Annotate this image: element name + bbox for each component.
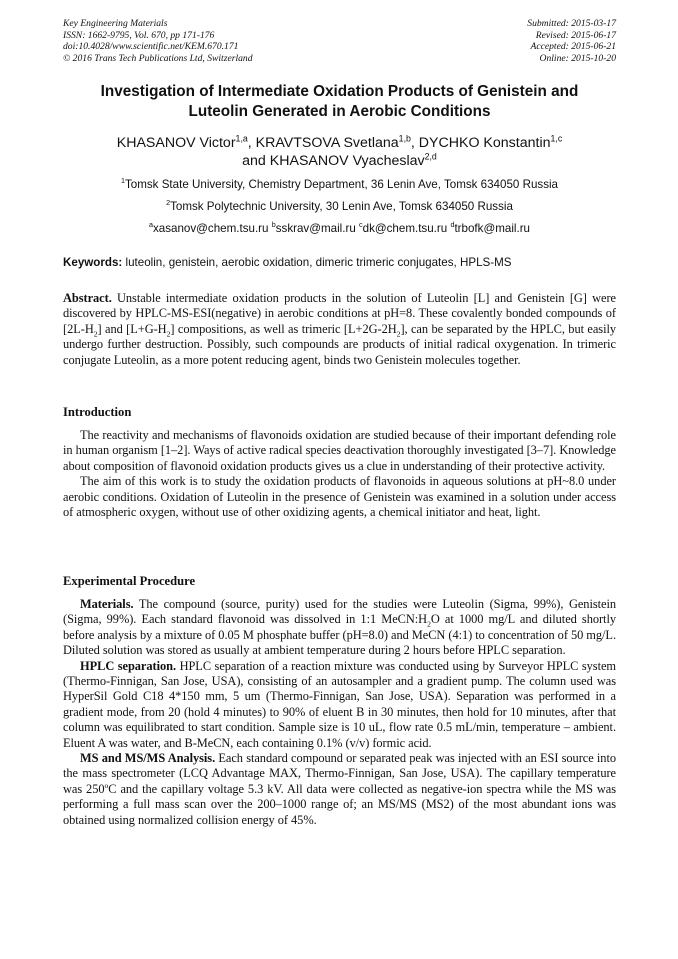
materials-text: O at 1000 mg/L and diluted shortly before analysis by a mixture of 0.05 M phosphate buffer (pH=8.0) and MeCN (4:1) to concentration of 50 mg/L. Diluted solution was stored as usually at ambient temperature during 2 hours before HPLC separation. [63, 612, 616, 658]
abstract-text: ], can be separated by the HPLC, but easily undergo further destruction. Possibly, such compounds are products of initial radical oxygenation. In trimeric conjugate Luteolin, as a more potent reducing agent, binds two Genistein molecules together. [63, 321, 617, 367]
ms-paragraph [63, 751, 616, 828]
experimental-heading: Experimental Procedure [63, 574, 196, 588]
submission-dates [527, 18, 616, 64]
author-name: KHASANOV Vyacheslav [269, 153, 425, 169]
introduction-heading: Introduction [63, 405, 132, 419]
subscript: 2 [166, 329, 171, 339]
hplc-text: HPLC separation of a reaction mixture was conducted using by Surveyor HPLC system (Thermo-Finnigan, San Jose, USA), consisting of an autosampler and a gradient pump. The column used was HyperSil Gold C18 4*150 mm, 5 um (Thermo-Finnigan, San Jose, USA). Separation was performed in a gradient mode, from 20 (hold 4 minutes) to 90% of eluent B in 30 minutes, then hold for 10 minutes, after that column was equilibrated to start condition. Sample size is 10 uL, flow rate 0.5 mL/min, temperature – ambient. Eluent A was water, and B-MeCN, each containing 0.1% (v/v) formic acid. [63, 658, 616, 750]
email-a: xasanov@chem.tsu.ru [152, 222, 269, 235]
email-sup: c [359, 220, 363, 230]
journal-name: Key Engineering Materials [63, 18, 168, 29]
journal-issn: ISSN: 1662-9795, Vol. 670, pp 171-176 [63, 29, 215, 41]
materials-paragraph [63, 597, 616, 659]
experimental-body [63, 597, 616, 828]
abstract-text: ] compositions, as well as trimeric [L+2G-2H [170, 321, 397, 336]
email-sup: a [148, 220, 153, 230]
author-list [63, 134, 616, 170]
hplc-paragraph [63, 659, 616, 751]
title-line-2: Luteolin Generated in Aerobic Conditions [188, 103, 491, 120]
journal-copyright: © 2016 Trans Tech Publications Ltd, Switzerland [63, 52, 253, 64]
email-b: sskrav@mail.ru [275, 222, 356, 235]
affil-sup: 2 [166, 198, 171, 208]
author-name: DYCHKO Konstantin [418, 135, 551, 151]
title-line-1: Investigation of Intermediate Oxidation Products of Genistein and [100, 83, 579, 100]
abstract-paragraph [63, 291, 616, 368]
abstract [63, 291, 616, 368]
abstract-text: Unstable intermediate oxidation products in the solution of Luteolin [L] and Genistein [G] were discovered by HPLC-MS-ESI(negative) in aerobic conditions at pH=8. These covalently bonded compounds of [2L-H [63, 291, 616, 336]
ms-text: C and the capillary voltage 5.3 kV. All data were collected as negative-ion spectra while the MS was performing a full mass scan over the 200–1000 range of; an MS/MS (MS2) of the most abundant ions was obtained using normalized collision energy of 45%. [63, 781, 617, 827]
abstract-label: Abstract. [63, 291, 112, 305]
keywords-text: luteolin, genistein, aerobic oxidation, dimeric trimeric conjugates, HPLS-MS [125, 256, 512, 269]
introduction-paragraph-2: The aim of this work is to study the oxidation products of flavonoids in aqueous solutions at pH~8.0 under aerobic conditions. Oxidation of Luteolin in the presence of Genistein was examined in a solution under access of atmospheric oxygen, without use of other oxidizing agents, a chemical initiator and heat, light. [63, 474, 616, 520]
author-name: KHASANOV Victor [116, 135, 236, 151]
affil-text: Tomsk Polytechnic University, 30 Lenin Ave, Tomsk 634050 Russia [170, 200, 513, 213]
subscript: 2 [93, 329, 98, 339]
affil-text: Tomsk State University, Chemistry Department, 36 Lenin Ave, Tomsk 634050 Russia [124, 178, 559, 191]
email-d: trbofk@mail.ru [454, 222, 531, 235]
subscript: 2 [396, 329, 401, 339]
affiliation-1 [63, 178, 616, 192]
keywords [63, 256, 616, 270]
affil-sup: 1 [120, 176, 125, 186]
email-sup: d [450, 220, 455, 230]
journal-info [63, 18, 253, 64]
author-conjunction: and [242, 153, 266, 169]
materials-label: Materials. [80, 597, 134, 611]
materials-text: The compound (source, purity) used for the studies were Luteolin (Sigma, 99%), Genistein (Sigma, 99%). Each standard flavonoid was dissolved in 1:1 MeCN:H [63, 597, 616, 627]
author-emails [63, 222, 616, 236]
authors-line-1: KHASANOV Victor$^{1,a}$, KRAVTSOVA Svetlana$^{1,b}$, DYCHKO Konstantin$^{1,c}$ [116, 133, 563, 151]
keywords-label: Keywords: [63, 256, 123, 269]
accepted-date: Accepted: 2015-06-21 [530, 41, 616, 53]
abstract-text: ] and [L+G-H [97, 321, 167, 336]
introduction-paragraph-1: The reactivity and mechanisms of flavonoids oxidation are studied because of their important defending role in human organism [1–2]. Ways of active radical species deactivation thoroughly investigated [3–7]. Knowledge about composition of flavonoid oxidation products gives us a clue in understanding of their protective activity. [63, 428, 616, 473]
introduction-body [63, 428, 616, 520]
submitted-date: Submitted: 2015-03-17 [527, 18, 616, 29]
revised-date: Revised: 2015-06-17 [535, 29, 616, 41]
author-name: KRAVTSOVA Svetlana [255, 135, 399, 151]
author-affil-sup: 2,d [424, 151, 437, 162]
email-sup: b [271, 220, 276, 230]
authors-line-2 [63, 152, 616, 170]
ms-text: Each standard compound or separated peak was injected with an ESI source into the mass spectrometer (LCQ Advantage MAX, Thermo-Finnigan, San Jose, USA). The capillary temperature was 250 [63, 751, 616, 796]
email-c: dk@chem.tsu.ru [362, 222, 448, 235]
subscript: 2 [427, 619, 431, 629]
affiliation-2 [63, 200, 616, 214]
online-date: Online: 2015-10-20 [539, 52, 616, 64]
author-affil-sup: 1,a [235, 133, 248, 144]
hplc-label: HPLC separation. [80, 658, 177, 673]
superscript: o [104, 780, 109, 790]
journal-header [63, 18, 616, 64]
author-affil-sup: 1,c [550, 133, 563, 144]
author-affil-sup: 1,b [398, 133, 411, 144]
paper-title [63, 82, 616, 122]
journal-doi: doi:10.4028/www.scientific.net/KEM.670.171 [63, 41, 239, 53]
ms-label: MS and MS/MS Analysis. [80, 751, 216, 766]
